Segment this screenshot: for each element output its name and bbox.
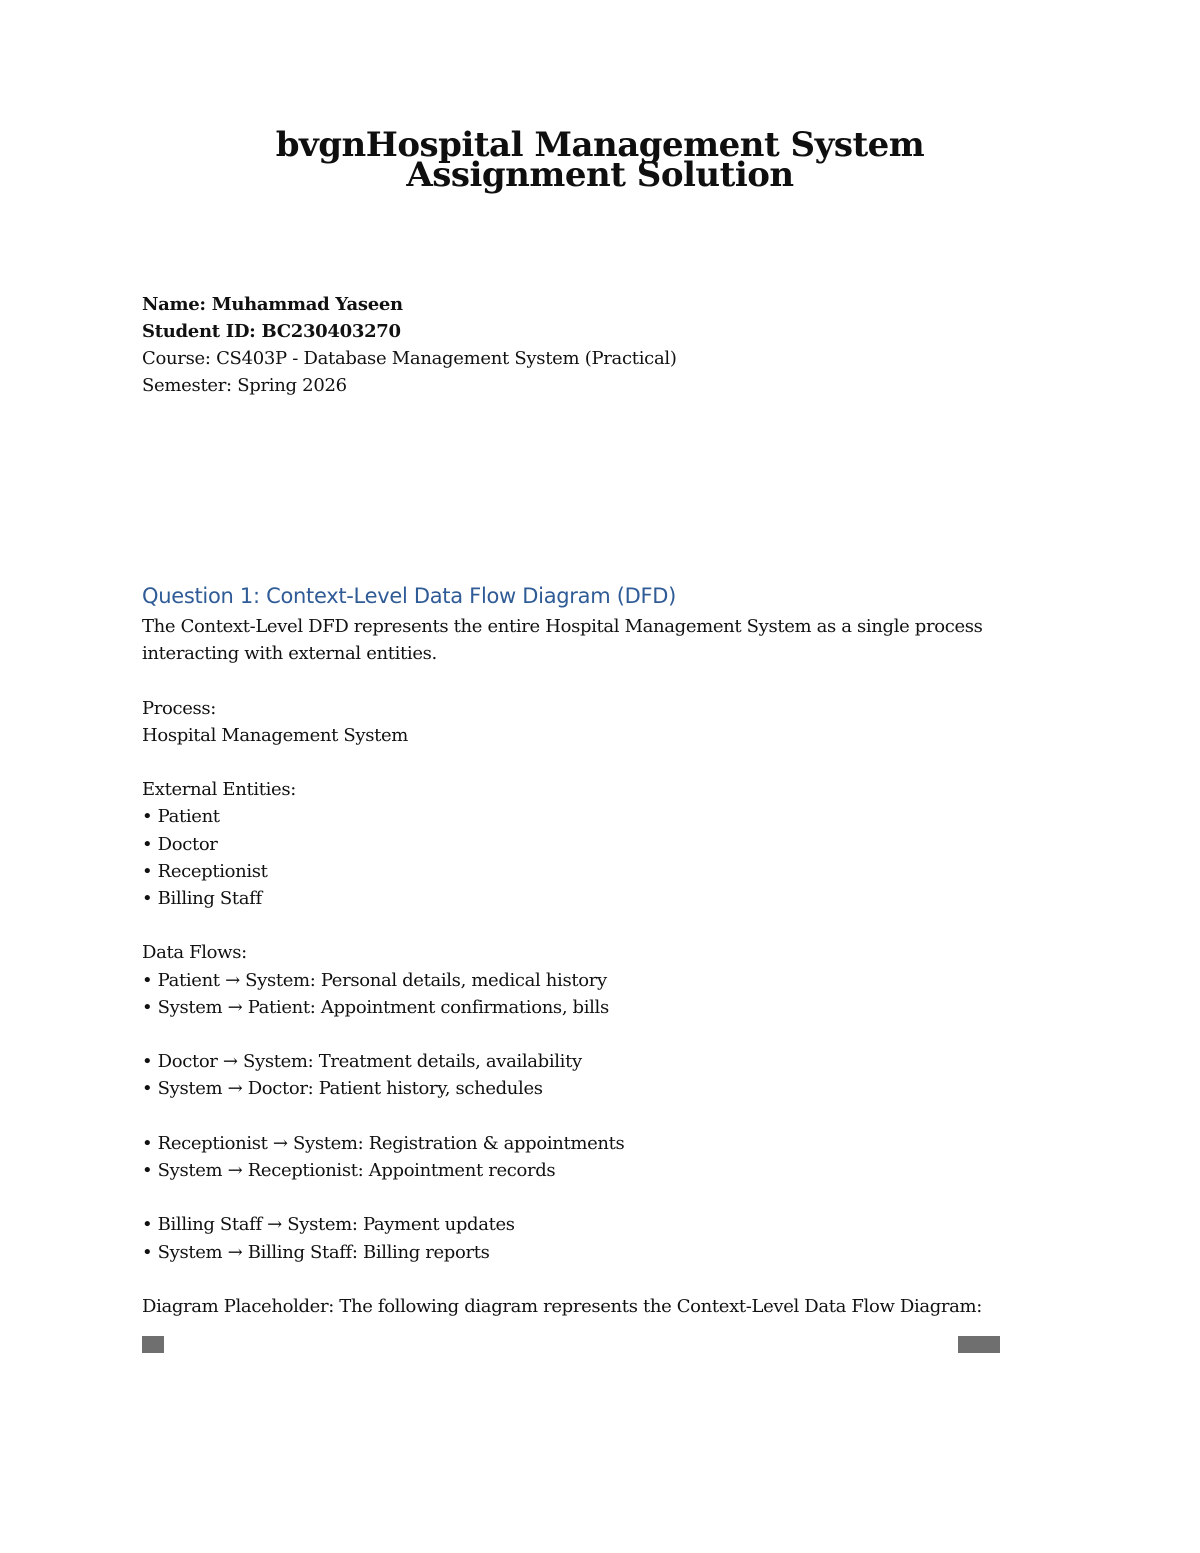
entity-item: • Doctor [142, 833, 218, 855]
flow-item: • System → Patient: Appointment confirmations, bills [142, 996, 609, 1018]
entities-label: External Entities: [142, 779, 296, 801]
entity-item: • Billing Staff [142, 888, 262, 909]
student-info [142, 291, 677, 399]
process-name: Hospital Management System [142, 724, 409, 746]
entity-item: • Patient [142, 806, 220, 828]
student-name: Name: Muhammad Yaseen [142, 294, 403, 315]
document-title [0, 125, 1200, 195]
process-label: Process: [142, 697, 217, 719]
flow-item: • System → Billing Staff: Billing reports [142, 1241, 490, 1263]
course-name: Course: CS403P - Database Management System (Practical) [142, 348, 677, 369]
diagram-placeholder-right [958, 1336, 1000, 1353]
student-id: Student ID: BC230403270 [142, 321, 401, 342]
flow-item: • Doctor → System: Treatment details, availability [142, 1051, 582, 1073]
title-line-1: bvgnHospital Management System [275, 125, 925, 165]
diagram-placeholder-left [142, 1336, 164, 1353]
flow-item: • System → Receptionist: Appointment records [142, 1159, 556, 1181]
diagram-note: Diagram Placeholder: The following diagram represents the Context-Level Data Flow Diagram: [142, 1295, 982, 1317]
intro-text-line-2: interacting with external entities. [142, 643, 437, 665]
title-line-2: Assignment Solution [406, 155, 794, 195]
entity-item: • Receptionist [142, 860, 268, 882]
flow-item: • System → Doctor: Patient history, schedules [142, 1078, 543, 1100]
flow-item: • Billing Staff → System: Payment updates [142, 1214, 515, 1236]
question-1-heading: Question 1: Context-Level Data Flow Diagram (DFD) [142, 584, 677, 608]
flow-item: • Receptionist → System: Registration & appointments [142, 1132, 625, 1154]
question-1-body [142, 613, 1022, 1320]
flows-label: Data Flows: [142, 942, 247, 964]
semester: Semester: Spring 2026 [142, 375, 347, 396]
flow-item: • Patient → System: Personal details, medical history [142, 969, 607, 991]
intro-text-line-1: The Context-Level DFD represents the entire Hospital Management System as a single process [142, 616, 983, 637]
